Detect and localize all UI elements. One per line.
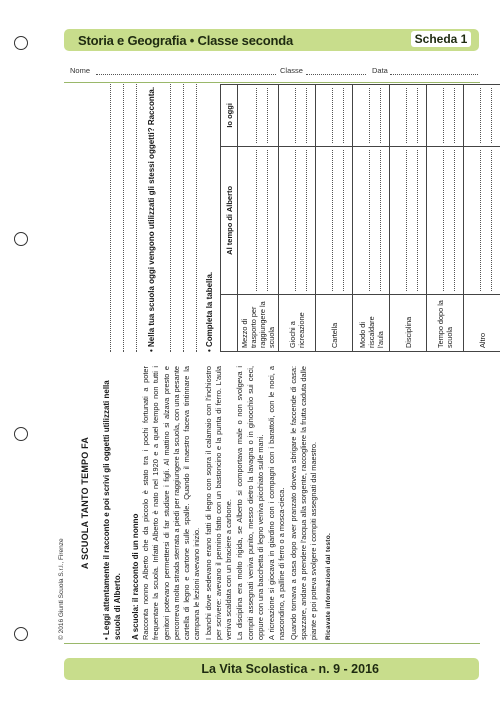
class-label: Classe — [280, 66, 303, 75]
instruction-1: • Leggi attentamente il racconto e poi scrivi gli oggetti utilizzati nella scuola di Alberto. — [102, 380, 122, 640]
worksheet-badge: Scheda 1 — [411, 31, 471, 47]
header-bar — [64, 29, 479, 51]
answer-cell[interactable] — [427, 146, 464, 294]
worksheet-body — [76, 84, 487, 640]
binder-hole-middle-upper — [14, 232, 28, 246]
subject-title: Storia e Geografia • Classe seconda — [78, 33, 294, 48]
table-header: Io oggi — [221, 85, 238, 147]
answer-line[interactable] — [158, 84, 171, 352]
footer-rule — [64, 643, 480, 644]
answer-cell[interactable] — [316, 85, 353, 147]
story-paragraph: La disciplina era molto rigida, se Alberto si comportava male o non svolgeva i compiti assegnati veniva punito, messo dietro la lavagna o in ginocchio sui ceci, oppure con una bacchetta di legno veniva picchiato sulle mani. — [235, 366, 265, 640]
binder-hole-middle-lower — [14, 427, 28, 441]
answer-cell[interactable] — [353, 85, 390, 147]
exercise-column — [76, 84, 500, 352]
story-paragraph: A ricreazione si giocava in giardino con i compagni con i barattoli, con le noci, a nascondino, a palline di ferro o a mosca-cieca. — [267, 366, 287, 640]
date-label: Data — [372, 66, 388, 75]
copyright-notice: © 2016 Giunti Scuola S.r.l., Firenze — [58, 538, 65, 640]
answer-cell[interactable] — [464, 85, 500, 147]
worksheet-title: A SCUOLA TANTO TEMPO FA — [80, 436, 90, 570]
row-label: Disciplina — [390, 295, 427, 352]
name-label: Nome — [70, 66, 91, 75]
answer-cell[interactable] — [279, 146, 316, 294]
row-label: Mezzo di trasporto per raggiungere la scuola — [238, 295, 279, 352]
answer-line[interactable] — [171, 84, 184, 352]
story-paragraph: Quando tornava a casa dopo aver pranzato doveva sbrigare le faccende di casa: spazzare, andare a prendere l'acqua alla sorgente, raccogliere la frutta caduta dalle piante e poi poteva svolgere i compiti assegnati dal maestro. — [288, 366, 318, 640]
source-note: Ricavate informazioni dal testo. — [325, 532, 333, 640]
answer-line[interactable] — [98, 84, 111, 352]
class-field[interactable] — [306, 74, 366, 75]
table-row — [390, 85, 427, 352]
row-label: Modo di riscaldare l'aula — [353, 295, 390, 352]
answer-cell[interactable] — [427, 85, 464, 147]
answer-cell[interactable] — [279, 85, 316, 147]
table-row — [353, 85, 390, 352]
table-row — [279, 85, 316, 352]
table-row — [238, 85, 279, 352]
table-header: Al tempo di Alberto — [221, 146, 238, 294]
answer-line[interactable] — [184, 84, 197, 352]
date-field[interactable] — [390, 74, 478, 75]
answer-line[interactable] — [124, 84, 137, 352]
comparison-table — [220, 84, 500, 352]
story-text — [141, 366, 319, 640]
answer-cell[interactable] — [464, 146, 500, 294]
answer-cell[interactable] — [353, 146, 390, 294]
answer-cell[interactable] — [316, 146, 353, 294]
row-label: Giochi a ricreazione — [279, 295, 316, 352]
answer-line[interactable] — [111, 84, 124, 352]
story-paragraph: I banchi dove sedevano erano fatti di legno con sopra il calamaio con l'inchiostro per scrivere: avevano il pennino fatto con un bastoncino e la punta di ferro. L'aula veniva scaldata con un braciere a carbone. — [203, 366, 233, 640]
name-field[interactable] — [96, 74, 276, 75]
table-corner — [221, 295, 238, 352]
binder-hole-bottom — [14, 627, 28, 641]
student-info-row — [70, 66, 480, 78]
row-label: Cartella — [316, 295, 353, 352]
header-rule — [64, 82, 480, 83]
reading-column — [76, 366, 332, 640]
story-paragraph: Racconta nonno Alberto che da piccolo è stato tra i pochi fortunati a poter frequentare la scuola. Infatti Alberto è nato nel 1920 e a quel tempo non tutti i genitori potevano permettersi di far studiare i figli. Al mattino si alzava presto e percorreva molta strada sterrata a piedi per raggiungere la scuola, con una pesante cartella di legno e cartone sulle spalle. Quando il maestro faceva tintinnare la campana le lezioni avevano inizio. — [141, 366, 202, 640]
magazine-issue: La Vita Scolastica - n. 9 - 2016 — [201, 662, 379, 676]
table-row — [464, 85, 500, 352]
table-row — [427, 85, 464, 352]
answer-cell[interactable] — [238, 85, 279, 147]
answer-cell[interactable] — [238, 146, 279, 294]
footer-bar — [64, 658, 479, 680]
binder-hole-top — [14, 36, 28, 50]
table-row — [316, 85, 353, 352]
story-heading: A scuola: il racconto di un nonno — [131, 513, 140, 640]
question-3: • Completa la tabella. — [204, 271, 214, 352]
row-label: Tempo dopo la scuola — [427, 295, 464, 352]
row-label: Altro — [464, 295, 500, 352]
question-2: • Nella tua scuola oggi vengono utilizzati gli stessi oggetti? Racconta. — [147, 86, 156, 352]
answer-cell[interactable] — [390, 85, 427, 147]
answer-cell[interactable] — [390, 146, 427, 294]
